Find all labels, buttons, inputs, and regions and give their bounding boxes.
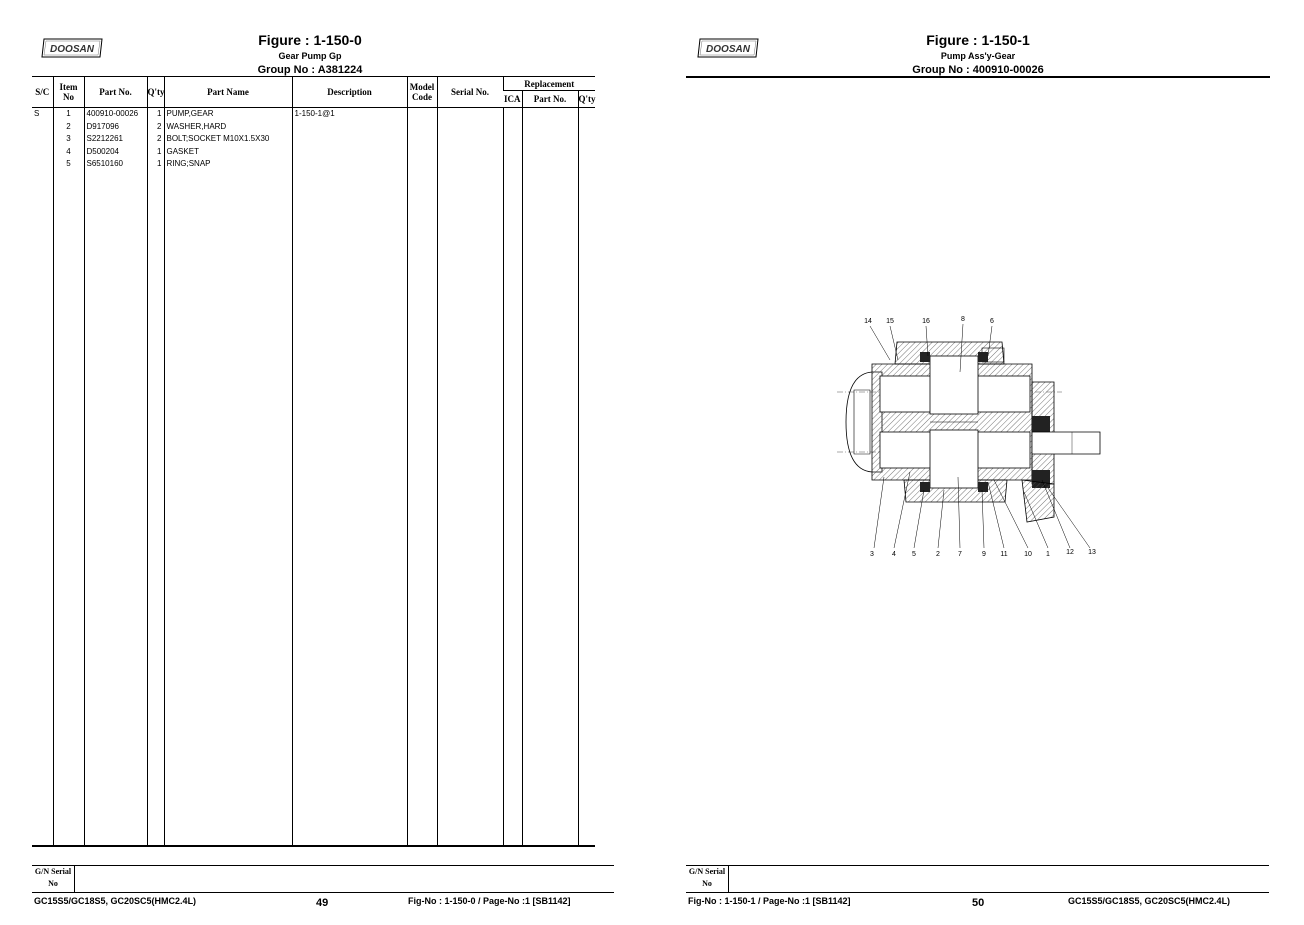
header-part-no: Part No. [84, 77, 147, 108]
header-replacement: Replacement [503, 77, 595, 91]
cell-part-no: S2212261 [84, 133, 147, 146]
header-replacement-part-no: Part No. [522, 91, 578, 108]
figure-title: Figure : 1-150-1 [926, 32, 1030, 48]
table-row [32, 146, 595, 159]
cell-qty: 1 [147, 158, 164, 171]
cell-part-no: S6510160 [84, 158, 147, 171]
callout-label: 9 [982, 551, 986, 558]
callout-label: 6 [990, 318, 994, 325]
header-ica: ICA [503, 91, 522, 108]
cell-item: 3 [53, 133, 84, 146]
header-model-code: Model Code [407, 77, 437, 108]
cell-qty: 2 [147, 121, 164, 134]
cell-description [292, 158, 407, 171]
cell-description [292, 133, 407, 146]
header-serial-no: Serial No. [437, 77, 503, 108]
footer-models: GC15S5/GC18S5, GC20SC5(HMC2.4L) [34, 896, 197, 906]
cell-item: 2 [53, 121, 84, 134]
table-row [32, 158, 595, 171]
page-number: 50 [972, 897, 985, 909]
cell-qty: 1 [147, 146, 164, 159]
cell-description [292, 121, 407, 134]
callout-label: 16 [922, 318, 930, 325]
cell-part-name: PUMP,GEAR [164, 108, 292, 121]
group-number: Group No : A381224 [257, 64, 363, 76]
table-empty-area [32, 171, 595, 846]
callout-label: 7 [958, 551, 962, 558]
cell-part-name: RING;SNAP [164, 158, 292, 171]
right-page [652, 0, 1304, 925]
gn-serial-box [686, 865, 1269, 893]
figure-subtitle: Gear Pump Gp [278, 51, 342, 61]
callout-label: 2 [936, 551, 940, 558]
header-replacement-qty: Q'ty [578, 91, 595, 108]
header-qty: Q'ty [147, 77, 164, 108]
callout-label: 4 [892, 551, 896, 558]
cell-part-no: D500204 [84, 146, 147, 159]
doosan-logo [40, 37, 104, 59]
group-number: Group No : 400910-00026 [912, 64, 1044, 76]
svg-text:DOOSAN: DOOSAN [706, 44, 750, 55]
page-number: 49 [316, 897, 329, 909]
header-sc: S/C [32, 77, 53, 108]
cell-item: 4 [53, 146, 84, 159]
svg-text:DOOSAN: DOOSAN [50, 44, 94, 55]
callout-label: 15 [886, 318, 894, 325]
table-row [32, 121, 595, 134]
doosan-logo [696, 37, 760, 59]
callout-label: 13 [1088, 549, 1096, 556]
footer-figure-ref: Fig-No : 1-150-1 / Page-No :1 [SB1142] [688, 896, 851, 906]
callout-label: 14 [864, 318, 872, 325]
cell-sc: S [34, 109, 40, 118]
title-rule [686, 76, 1270, 78]
footer-figure-ref: Fig-No : 1-150-0 / Page-No :1 [SB1142] [408, 896, 571, 906]
gn-serial-label: G/N Serial No [686, 866, 729, 892]
callout-label: 8 [961, 316, 965, 323]
cell-sc [32, 158, 53, 171]
cell-part-no: D917096 [84, 121, 147, 134]
callout-label: 11 [1000, 551, 1008, 558]
gear-pump-diagram [832, 312, 1102, 564]
callout-label: 1 [1046, 551, 1050, 558]
cell-part-no: 400910-00026 [84, 108, 147, 121]
header-item-no: Item No [53, 77, 84, 108]
cell-qty: 2 [147, 133, 164, 146]
cell-sc [32, 146, 53, 159]
cell-sc [32, 133, 53, 146]
callout-label: 10 [1024, 551, 1032, 558]
cell-qty: 1 [147, 108, 164, 121]
cell-item: 1 [53, 108, 84, 121]
figure-title: Figure : 1-150-0 [258, 32, 362, 48]
gn-serial-label: G/N Serial No [32, 866, 75, 892]
callout-label: 5 [912, 551, 916, 558]
header-part-name: Part Name [164, 77, 292, 108]
footer-models: GC15S5/GC18S5, GC20SC5(HMC2.4L) [1068, 896, 1231, 906]
callout-label: 3 [870, 551, 874, 558]
callout-label: 12 [1066, 549, 1074, 556]
table-row [32, 133, 595, 146]
cell-description: 1-150-1@1 [292, 108, 407, 121]
figure-subtitle: Pump Ass'y-Gear [940, 51, 1016, 61]
cell-part-name: GASKET [164, 146, 292, 159]
parts-table [32, 76, 595, 847]
cell-sc [32, 121, 53, 134]
header-description: Description [292, 77, 407, 108]
cell-part-name: WASHER,HARD [164, 121, 292, 134]
table-row [32, 108, 595, 121]
cell-part-name: BOLT;SOCKET M10X1.5X30 [164, 133, 292, 146]
cell-description [292, 146, 407, 159]
gn-serial-box [32, 865, 614, 893]
cell-item: 5 [53, 158, 84, 171]
